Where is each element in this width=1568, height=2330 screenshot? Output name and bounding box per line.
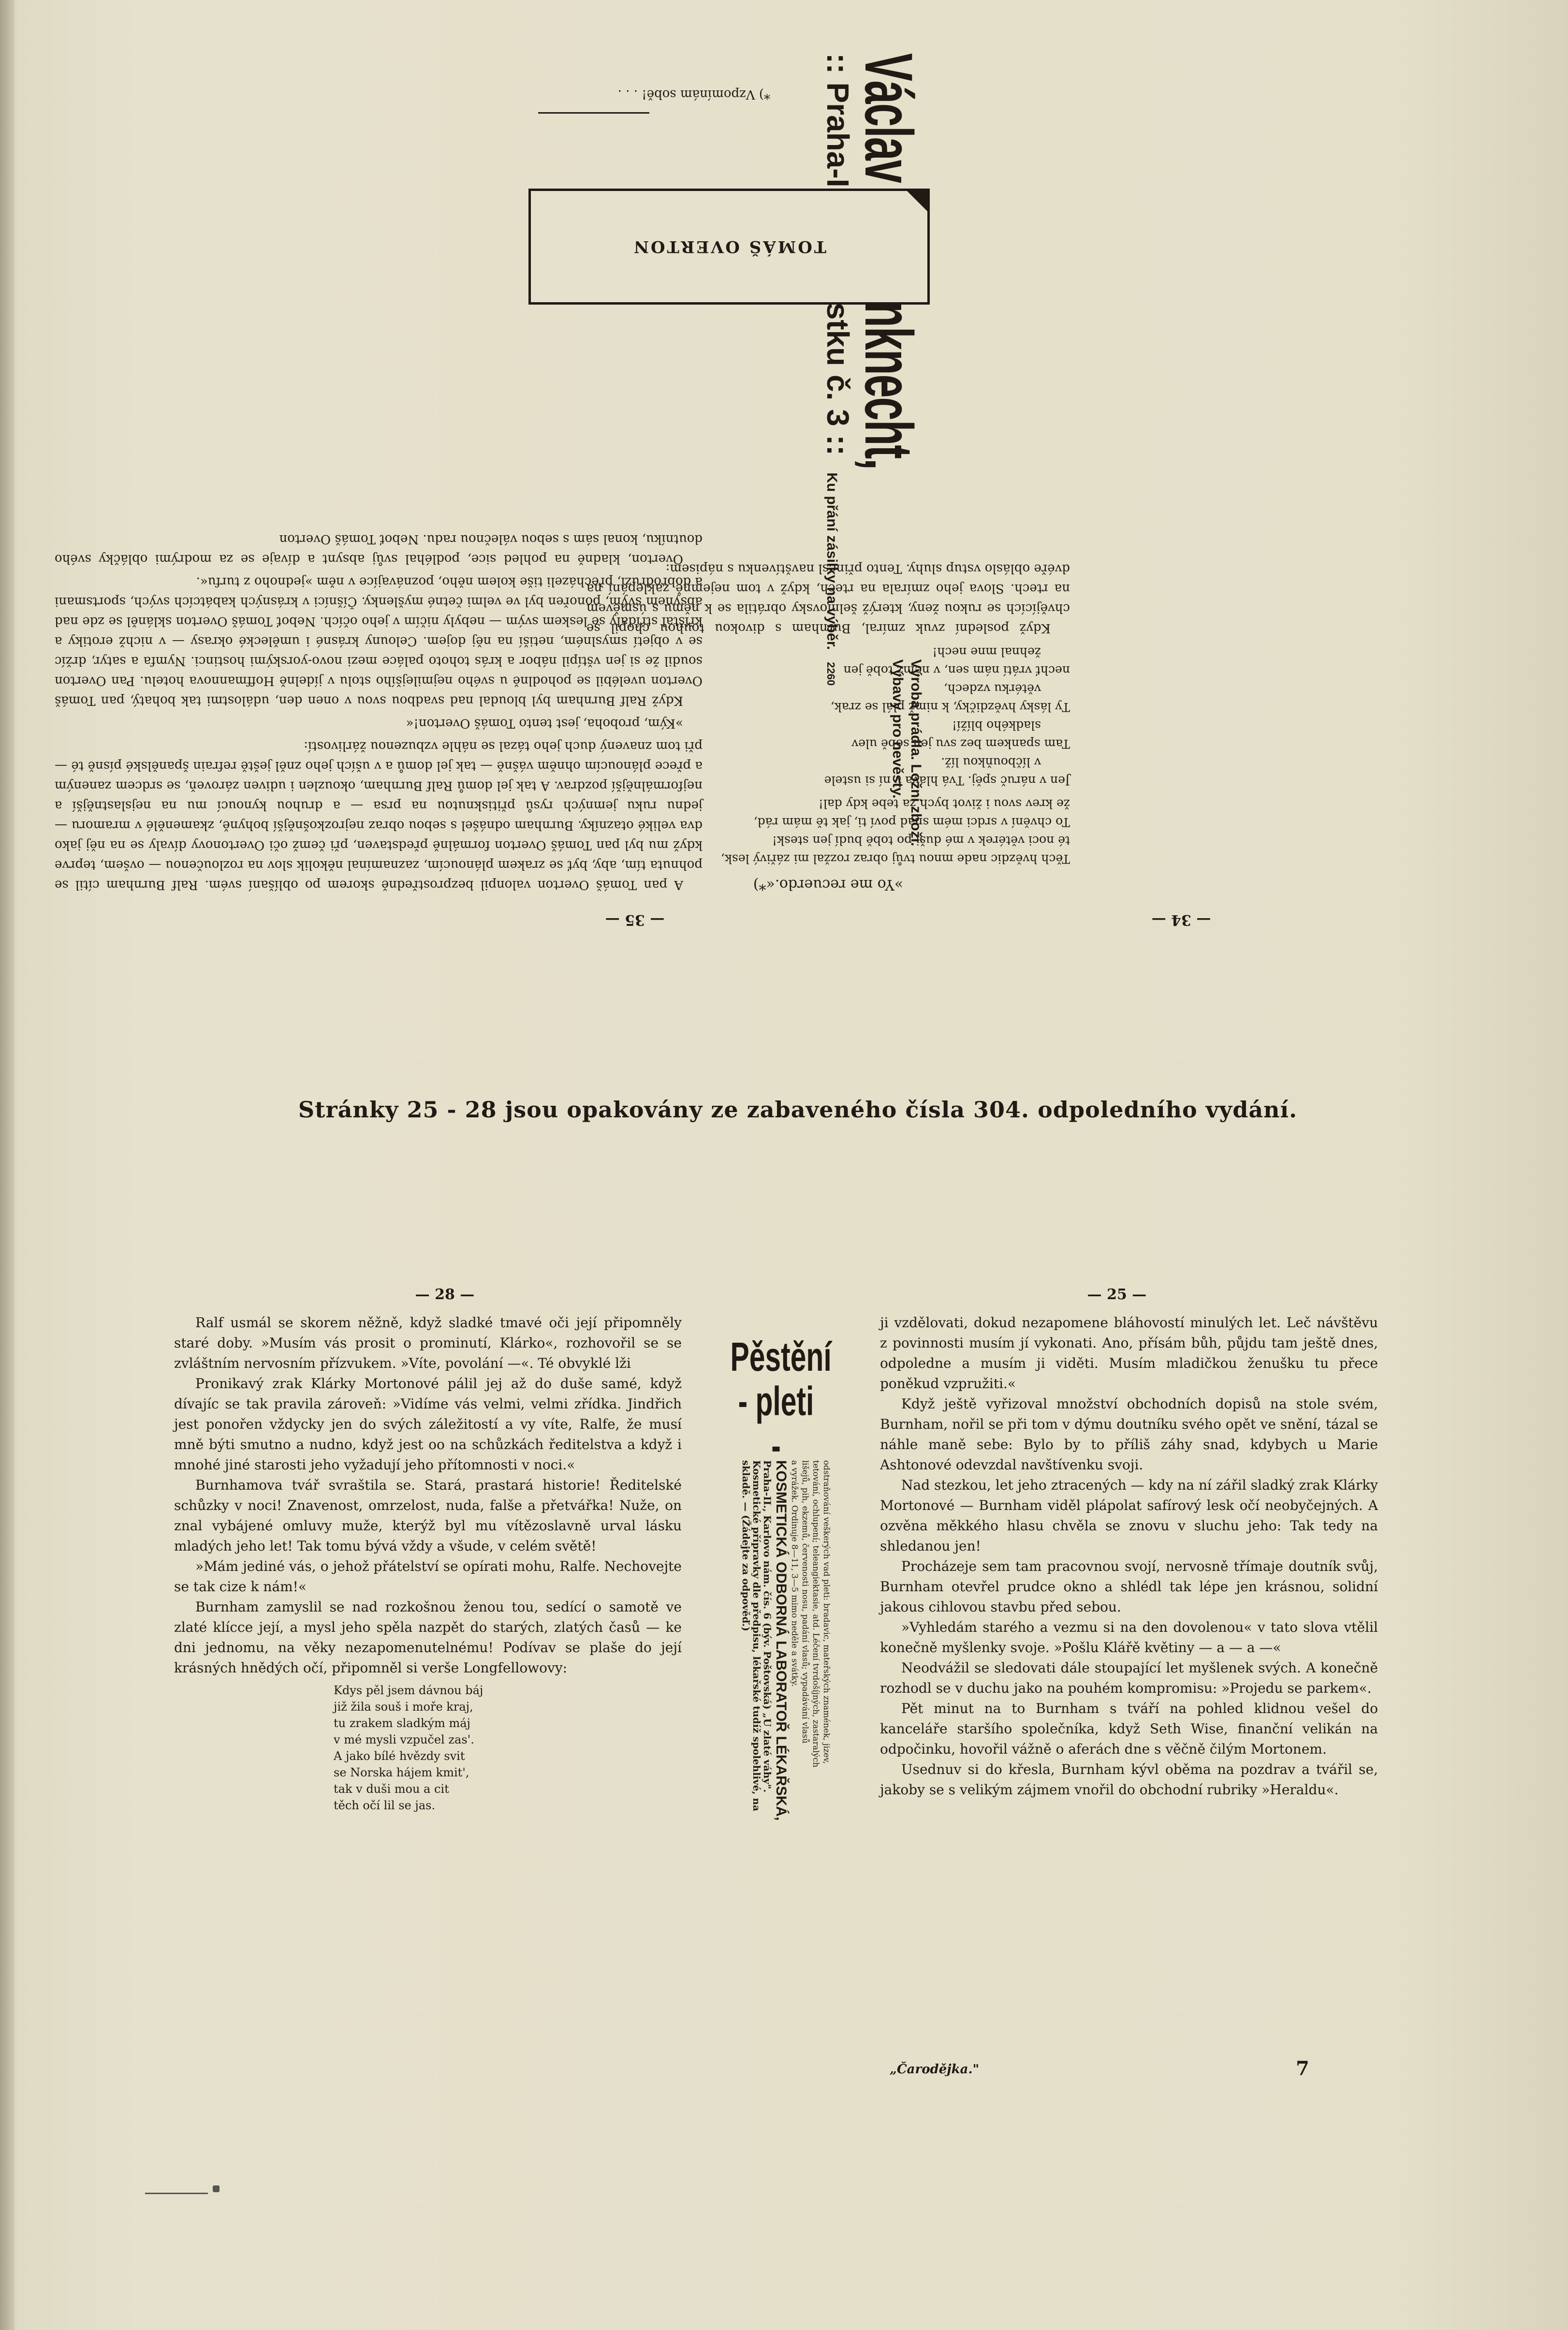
page-25-paragraph: Procházeje sem tam pracovnou svojí, nervosně třímaje doutník svůj, Burnham otevřel prudce okno a shlédl tak lépe jen krásnou, solidní jakous cihlovou stavbu před sebou. bbox=[880, 1558, 1378, 1615]
page-35-paragraph: Když Ralf Burnham byl bloudal nad svadbou svou v onen den, událostmi tak bohatý, pan Tomáš Overton uvelébil se pohodlně u svého nejmilejšího stolu v jídelně Hoffmannova hotelu. Pan Overton soudil že si jen vštípil nábor a krás tohoto paláce mezi novo-yorskými hostinci. Nymfa a satyr, držíc se v objetí smyslném, netiší na něj dojem. Celouny krásné i umělecké okrasy — v nichž erotiky a křištál střídaly se leskem svým — nebyly ničím v jeho očích. Neboť Tomáš Overton skláněl se zde nad absynem svým, ponořen byl ve velmi četné myšlenky. Číšníci v krásných kabátcích svých, sportsmani a dobrodruzi, přecházeli tiše kolem něho, poznávajíce v něm »jednoho z turfu«. bbox=[55, 574, 703, 708]
verse-line: nechť vrátí nám sen, v němž tobě jen bbox=[843, 663, 1070, 677]
page-25-paragraph: Když ještě vyřizoval množství obchodních dopisů na stole svém, Burnham, nořil se při tom v dýmu doutníku svého opět ve snění, tázal se náhle maně sebe: Bylo by to příliš záhy snad, kdybych u Marie Ashtonové odevzdal navštívenku svoji. bbox=[880, 1396, 1378, 1473]
page-35-paragraph: A pan Tomáš Overton valonpil bezprostředně skorem po oblíšaní svém. Ralf Burnham cítil se pohnuta tím, aby, byť se zrakem plánoucím, zaznamínal několik slov na rozloučenou — ovšem, teprve když mu byl pan Tomáš Overton formálně představen, při čemž oči Overtonovy dívaly se na něj jako dva veliké otazníky. Burnham odnášel s sebou obraz nejrozkošnější bohyně, zkamenělé v mramoru — jednu ruku jemných rysů přitisknutou na prsa — a druhou kynoucí mu na nejslastnější a nejformálnější pozdrav. A tak jel domů Ralf Burnham, okouzlen i udiven zároveň, se srdcem zaneným a přece plánoucím ohněm vášně — tak jel domů a v uších jeho zněl ještě refrain španělské písně té — při tom znavený duch jeho tázal se náhle vzbuzenou žárlivostí: bbox=[55, 739, 703, 892]
longfellow-poem bbox=[334, 1682, 682, 1814]
ad-reply-line: skladě. — (Žádejte za odpověď.) bbox=[740, 1460, 752, 1631]
page-28-number: — 28 — bbox=[415, 1286, 475, 1303]
page-28-paragraph: Burnhamova tvář svraštila se. Stará, prastará historie! Ředitelské schůzky v noci! Znavenost, omrzelost, nuda, falše a přetvářka! Nuže, on znal vybájené omluvy muže, kterýž byl mu vítězoslavně urval lásku mladých jeho let! Tak tomu bývá vždy a všude, v celém světě! bbox=[174, 1477, 682, 1554]
verse-line: žehnal mne nech! bbox=[932, 645, 1041, 659]
ad-product-line: Kosmetické přípravky dle předpisu, lékařské tudíž spolehlivé, na bbox=[751, 1460, 762, 1812]
page-25-paragraph: ji vzdělovati, dokud nezapomene bláhovostí minulých let. Leč návštěvu z povinnosti musím jí vykonati. Ano, přísám bůh, půjdu tam ještě dnes, odpoledne a musím ji viděti. Musím mladičkou ženušku tu přece poněkud vzpružiti.« bbox=[880, 1315, 1378, 1392]
footnote-rule bbox=[538, 112, 649, 114]
verse-line: Jen v náruč spěj. Tvá hlava v ní si ustele bbox=[824, 774, 1070, 788]
ad-laboratory-name: KOSMETICKÁ ODBORNÁ LABORATOŘ LÉKAŘSKÁ, bbox=[773, 1460, 789, 1821]
page-28-paragraph: Burnham zamyslil se nad rozkošnou ženou tou, sedící o samotě ve zlaté klícce její, a mysl jeho spěla nazpět do starých, zlatých časů — ke dni jednomu, na věky nezapomenutelnému! Podívav se plaše do její krásných hnědých očí, připomněl si verše Longfellowovy: bbox=[174, 1599, 682, 1676]
poem-line: té noci větérek v mé duši po tobě budí jen stesk! bbox=[772, 834, 1070, 848]
page-34-title-block bbox=[586, 556, 1070, 894]
poem-line: již žila souš i moře kraj, bbox=[334, 1700, 473, 1714]
poem-line: se Norska hájem kmit', bbox=[334, 1766, 469, 1779]
ad-address-line: Praha-II., Karlovo nám. čís. 6 (býv. Poštovská) „U zlaté váhy". bbox=[762, 1460, 773, 1793]
page-28-text bbox=[174, 1313, 682, 1814]
page-34-footnote: *) Vzpomínám sobě! . . . bbox=[617, 87, 770, 102]
poem-line: To chvění v srdci mém snad poví ti, jak tě mám rád, bbox=[753, 815, 1070, 829]
page-25-paragraph: Usednuv si do křesla, Burnham kývl oběma na pozdrav a tvářil se, jakoby se s velikým zájmem vnořil do obchodní rubriky »Heraldu«. bbox=[880, 1761, 1378, 1798]
overton-card-text: TOMÁŠ OVERTON bbox=[631, 237, 827, 256]
repeated-pages-notice: Stránky 25 - 28 jsou opakovány ze zabaveného čísla 304. odpoledního vydání. bbox=[298, 1097, 1298, 1123]
verse-line: Ty lásky hvězdičky, k nimž plál se zrak, bbox=[830, 700, 1070, 714]
page-28-paragraph: Ralf usmál se skorem něžně, když sladké tmavé oči její připomněly staré doby. »Musím vás prosit o prominutí, Klárko«, rozhovořil se se zvláštním nervosním přízvukem. »Víte, povolání —«. Té obvyklé lži bbox=[174, 1315, 682, 1371]
ad-title-pleti: - pleti - bbox=[738, 1378, 814, 1468]
card-corner-fold bbox=[907, 191, 929, 213]
page-34-paragraph: Když poslední zvuk zmíral, Burnham s divokou touhou chopil se chvějících se rukou ženy, kterýž šelmovsky obrátila se k němu s úsměvem na rtech. Slova jeho zmírala na rtech, když v tom nejemně zaklepání na dvéře obláslo vstup sluhy. Tento přinesl navštívenku s nápisem: bbox=[586, 561, 1070, 635]
page-34-number: — 34 — bbox=[1151, 911, 1211, 928]
page-28-paragraph: Pronikavý zrak Klárky Mortonové pálil jej až do duše samé, když dívajíc se tak pravila zároveň: »Vidíme vás velmi, velmi zřídka. Jindřich jest ponořen vždycky jen do svých záležitostí a vy víte, Ralfe, že musí mně býti smutno a nudno, když jest oo na schůzkách ředitelstva a když i mnohé jiné starosti jeho vyžadují jeho přítomnosti v noci.« bbox=[174, 1376, 682, 1473]
poem-line: Kdys pěl jsem dávnou báj bbox=[334, 1684, 484, 1697]
page-25-number: — 25 — bbox=[1087, 1286, 1147, 1303]
ink-mark-dot bbox=[213, 2185, 220, 2192]
page-35-paragraph: Overton, kladně na pohled sice, podléhal svůj absynt a dívaje se za modrými obláčky svého doutníku, konal sám s sebou válečnou radu. Neboť Tomáš Overton bbox=[55, 532, 703, 566]
page-35-paragraph: »Kým, proboha, jest tento Tomáš Overton!« bbox=[406, 716, 683, 731]
verse-line: v líčbouňkou líž. bbox=[941, 755, 1041, 769]
page-25-paragraph: »Vyhledám starého a vezmu si na den dovolenou« v tato slova vtělil konečně myšlenky svoje. »Pošlu Klářě květiny — a — a —« bbox=[880, 1619, 1378, 1656]
ad-line-3: Výbavy pro nevěsty. bbox=[890, 659, 906, 799]
upside-down-pages bbox=[0, 0, 1568, 991]
ad-body-line: lišejů, pih, ekzemů, červenosti nosu, padání vlasů; vypadávání vlasů bbox=[800, 1460, 810, 1744]
ad-code: 2260 bbox=[825, 662, 837, 686]
ad-title-pesteni: Pěstění bbox=[730, 1334, 832, 1379]
page-34-verse bbox=[586, 643, 1070, 790]
poem-line: tak v duši mou a cit bbox=[334, 1782, 449, 1796]
poem-line: Těch hvězdic nade mnou tvůj obraz rozžal mi zářivý lesk, bbox=[720, 852, 1070, 866]
ad-body-line: odstraňování veškerých vad pleti: bradavic, mateřských znamének, jizev, bbox=[821, 1460, 831, 1764]
overton-business-card bbox=[528, 189, 930, 305]
ad-body-vertical bbox=[741, 1460, 832, 1821]
page-28-paragraph: »Mám jediné vás, o jehož přátelství se opírati mohu, Ralfe. Nechovejte se tak cize k nám!« bbox=[174, 1558, 682, 1595]
publication-name: „Čarodějka." bbox=[890, 2062, 980, 2077]
verse-line: větérku vzdech, bbox=[943, 682, 1041, 696]
cosmetic-laboratory-ad bbox=[711, 1334, 841, 2113]
ink-mark bbox=[145, 2188, 208, 2194]
ad-line-2: Výroba prádla. Ložní zboží. bbox=[908, 659, 924, 847]
page-25-paragraph: Nad stezkou, let jeho ztracených — kdy na ní zářil sladký zrak Klárky Mortonové — Burnham viděl plápolat safírový lesk očí neobyčejných. A ozvěna měkkého hlasu chvěla se znovu v sluchu jeho: Tak tedy na shledanou jen! bbox=[880, 1477, 1378, 1554]
ad-body-line: a vyrážek. Ordinuje 8—11, 3—5 mimo neděle a svátky. bbox=[790, 1460, 799, 1687]
ad-body-line: tetování, ochlupení; teleangiektasie, atd. Léčení tvrdošíjných, zastaralých bbox=[811, 1460, 821, 1768]
poem-line: těch očí lil se jas. bbox=[334, 1799, 436, 1812]
poem-line: že krev svou i život bych za tebe kdy dal! bbox=[818, 797, 1070, 811]
page-25-text bbox=[880, 1313, 1378, 1800]
ad-small-print: Ku přání zásilky na výběr. bbox=[824, 472, 840, 650]
sheet-number: 7 bbox=[1296, 2057, 1309, 2080]
page-34-poem bbox=[586, 794, 1070, 868]
page-34-title: »Yo me recuerdo.«*) bbox=[753, 876, 904, 893]
page-35-number: — 35 — bbox=[605, 911, 665, 928]
poem-line: tu zrakem sladkým máj bbox=[334, 1716, 470, 1730]
poem-line: v mé mysli vzpučel zas'. bbox=[334, 1733, 474, 1746]
verse-line: sladkého blíží! bbox=[952, 718, 1041, 733]
page-25-paragraph: Pět minut na to Burnham s tváří na pohled klidnou vešel do kanceláře staršího společníka, když Seth Wise, finanční velikán na odpočinku, hovořil vážně o aferách dne s věčně čilým Mortonem. bbox=[880, 1700, 1378, 1757]
page-25-paragraph: Neodvážil se sledovati dále stoupající let myšlenek svých. A konečně rozhodl se v duchu jako na pouhém kompromisu: »Projedu se parkem«. bbox=[880, 1660, 1378, 1696]
verse-line: Tam spankem bez svu jen sobě ulev bbox=[851, 737, 1070, 751]
poem-line: A jako bílé hvězdy svit bbox=[334, 1749, 465, 1763]
